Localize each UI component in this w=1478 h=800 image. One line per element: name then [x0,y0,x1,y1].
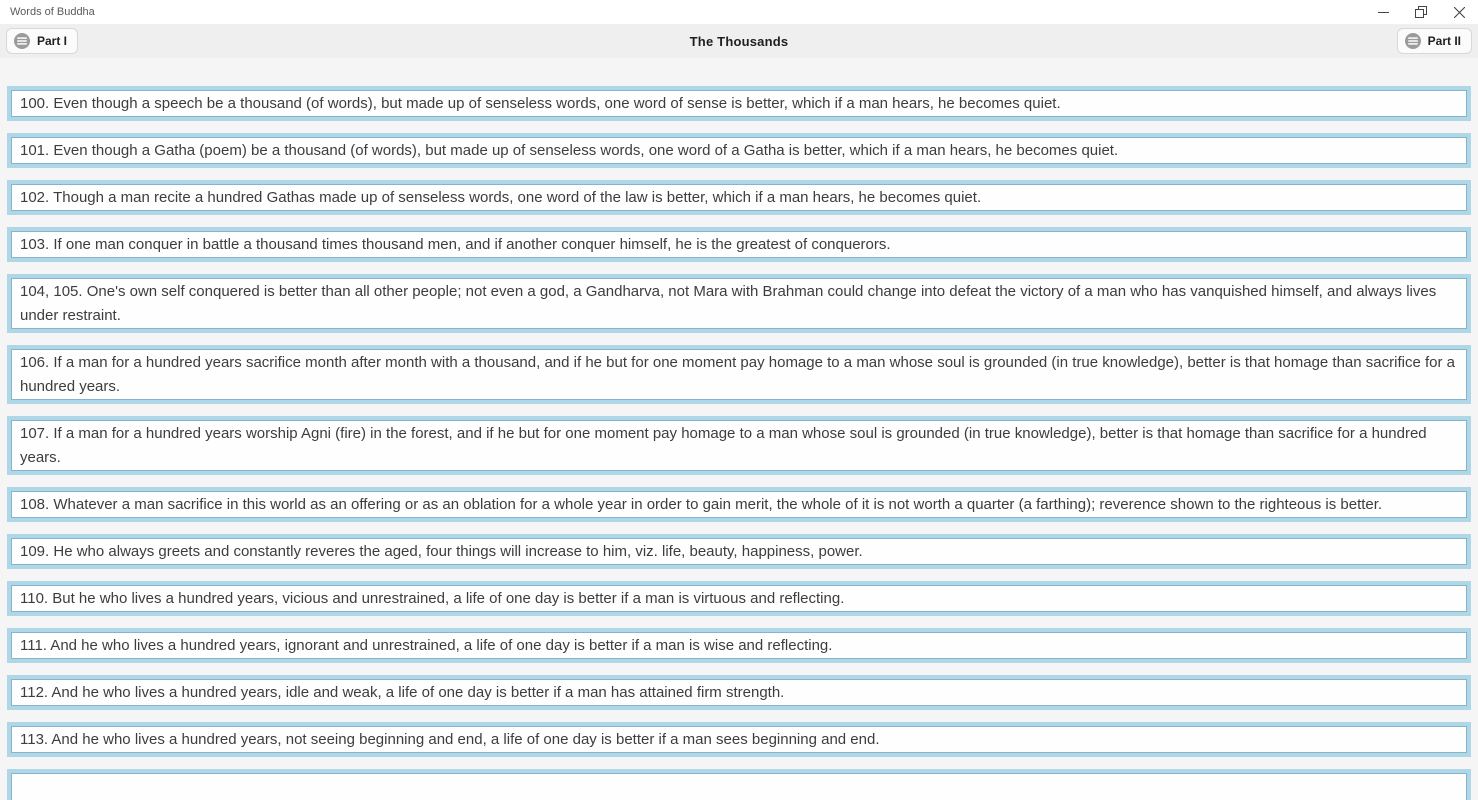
verse-item-111[interactable] [7,628,1471,663]
verse-item-102[interactable] [7,180,1471,215]
part-i-label: Part I [37,34,68,48]
verse-item-109[interactable] [7,534,1471,569]
nav-bar [0,24,1478,58]
part-ii-label: Part II [1427,34,1461,48]
restore-button[interactable] [1402,0,1440,24]
titlebar [0,0,1478,24]
verse-text: 107. If a man for a hundred years worship Agni (fire) in the forest, and if he but for one moment pay homage to a man whose soul is grounded (in true knowledge), better is that homage than sacrifice for a hundred years. [20,424,1427,466]
verse-item-113[interactable] [7,722,1471,757]
verse-text: 111. And he who lives a hundred years, ignorant and unrestrained, a life of one day is better if a man is wise and reflecting. [20,636,833,654]
verse-list [0,58,1478,800]
verse-text: 110. But he who lives a hundred years, vicious and unrestrained, a life of one day is better if a man is virtuous and reflecting. [20,589,845,607]
window-controls [1364,0,1478,24]
minimize-button[interactable] [1364,0,1402,24]
verse-item-106[interactable] [7,345,1471,404]
verse-text: 104, 105. One's own self conquered is better than all other people; not even a god, a Gandharva, not Mara with Brahman could change into defeat the victory of a man who has vanquished himself, and always lives under restraint. [20,282,1437,324]
verse-text: 112. And he who lives a hundred years, idle and weak, a life of one day is better if a man has attained firm strength. [20,683,785,701]
page-title: The Thousands [689,33,789,49]
verse-text: 103. If one man conquer in battle a thousand times thousand men, and if another conquer himself, he is the greatest of conquerors. [20,235,891,253]
verse-item-103[interactable] [7,227,1471,262]
verse-text: 113. And he who lives a hundred years, not seeing beginning and end, a life of one day is better if a man sees beginning and end. [20,730,880,748]
verse-text: 108. Whatever a man sacrifice in this world as an offering or as an oblation for a whole year in order to gain merit, the whole of it is not worth a quarter (a farthing); reverence shown to the righteous is better. [20,495,1383,513]
verse-item-104-105[interactable] [7,274,1471,333]
list-circle-icon [1404,32,1422,50]
verse-text: 100. Even though a speech be a thousand (of words), but made up of senseless words, one word of sense is better, which if a man hears, he becomes quiet. [20,94,1061,112]
part-i-button[interactable] [6,28,78,54]
window-title: Words of Buddha [10,6,95,18]
close-icon [1454,7,1465,18]
verse-item-108[interactable] [7,487,1471,522]
verse-item-107[interactable] [7,416,1471,475]
verse-text: 102. Though a man recite a hundred Gathas made up of senseless words, one word of the law is better, which if a man hears, he becomes quiet. [20,188,982,206]
verse-item-110[interactable] [7,581,1471,616]
minimize-icon [1378,7,1389,18]
verse-text: 101. Even though a Gatha (poem) be a thousand (of words), but made up of senseless words, one word of a Gatha is better, which if a man hears, he becomes quiet. [20,141,1119,159]
verse-text: 109. He who always greets and constantly reveres the aged, four things will increase to him, viz. life, beauty, happiness, power. [20,542,863,560]
verse-text: 106. If a man for a hundred years sacrifice month after month with a thousand, and if he but for one moment pay homage to a man whose soul is grounded (in true knowledge), better is that homage than sacrifice for a hundred years. [20,353,1455,395]
close-button[interactable] [1440,0,1478,24]
verse-item-101[interactable] [7,133,1471,168]
list-circle-icon [13,32,31,50]
restore-icon [1415,6,1427,18]
verse-item-100[interactable] [7,86,1471,121]
verse-item-next-partial[interactable] [7,769,1471,800]
part-ii-button[interactable] [1397,28,1472,54]
verse-item-112[interactable] [7,675,1471,710]
